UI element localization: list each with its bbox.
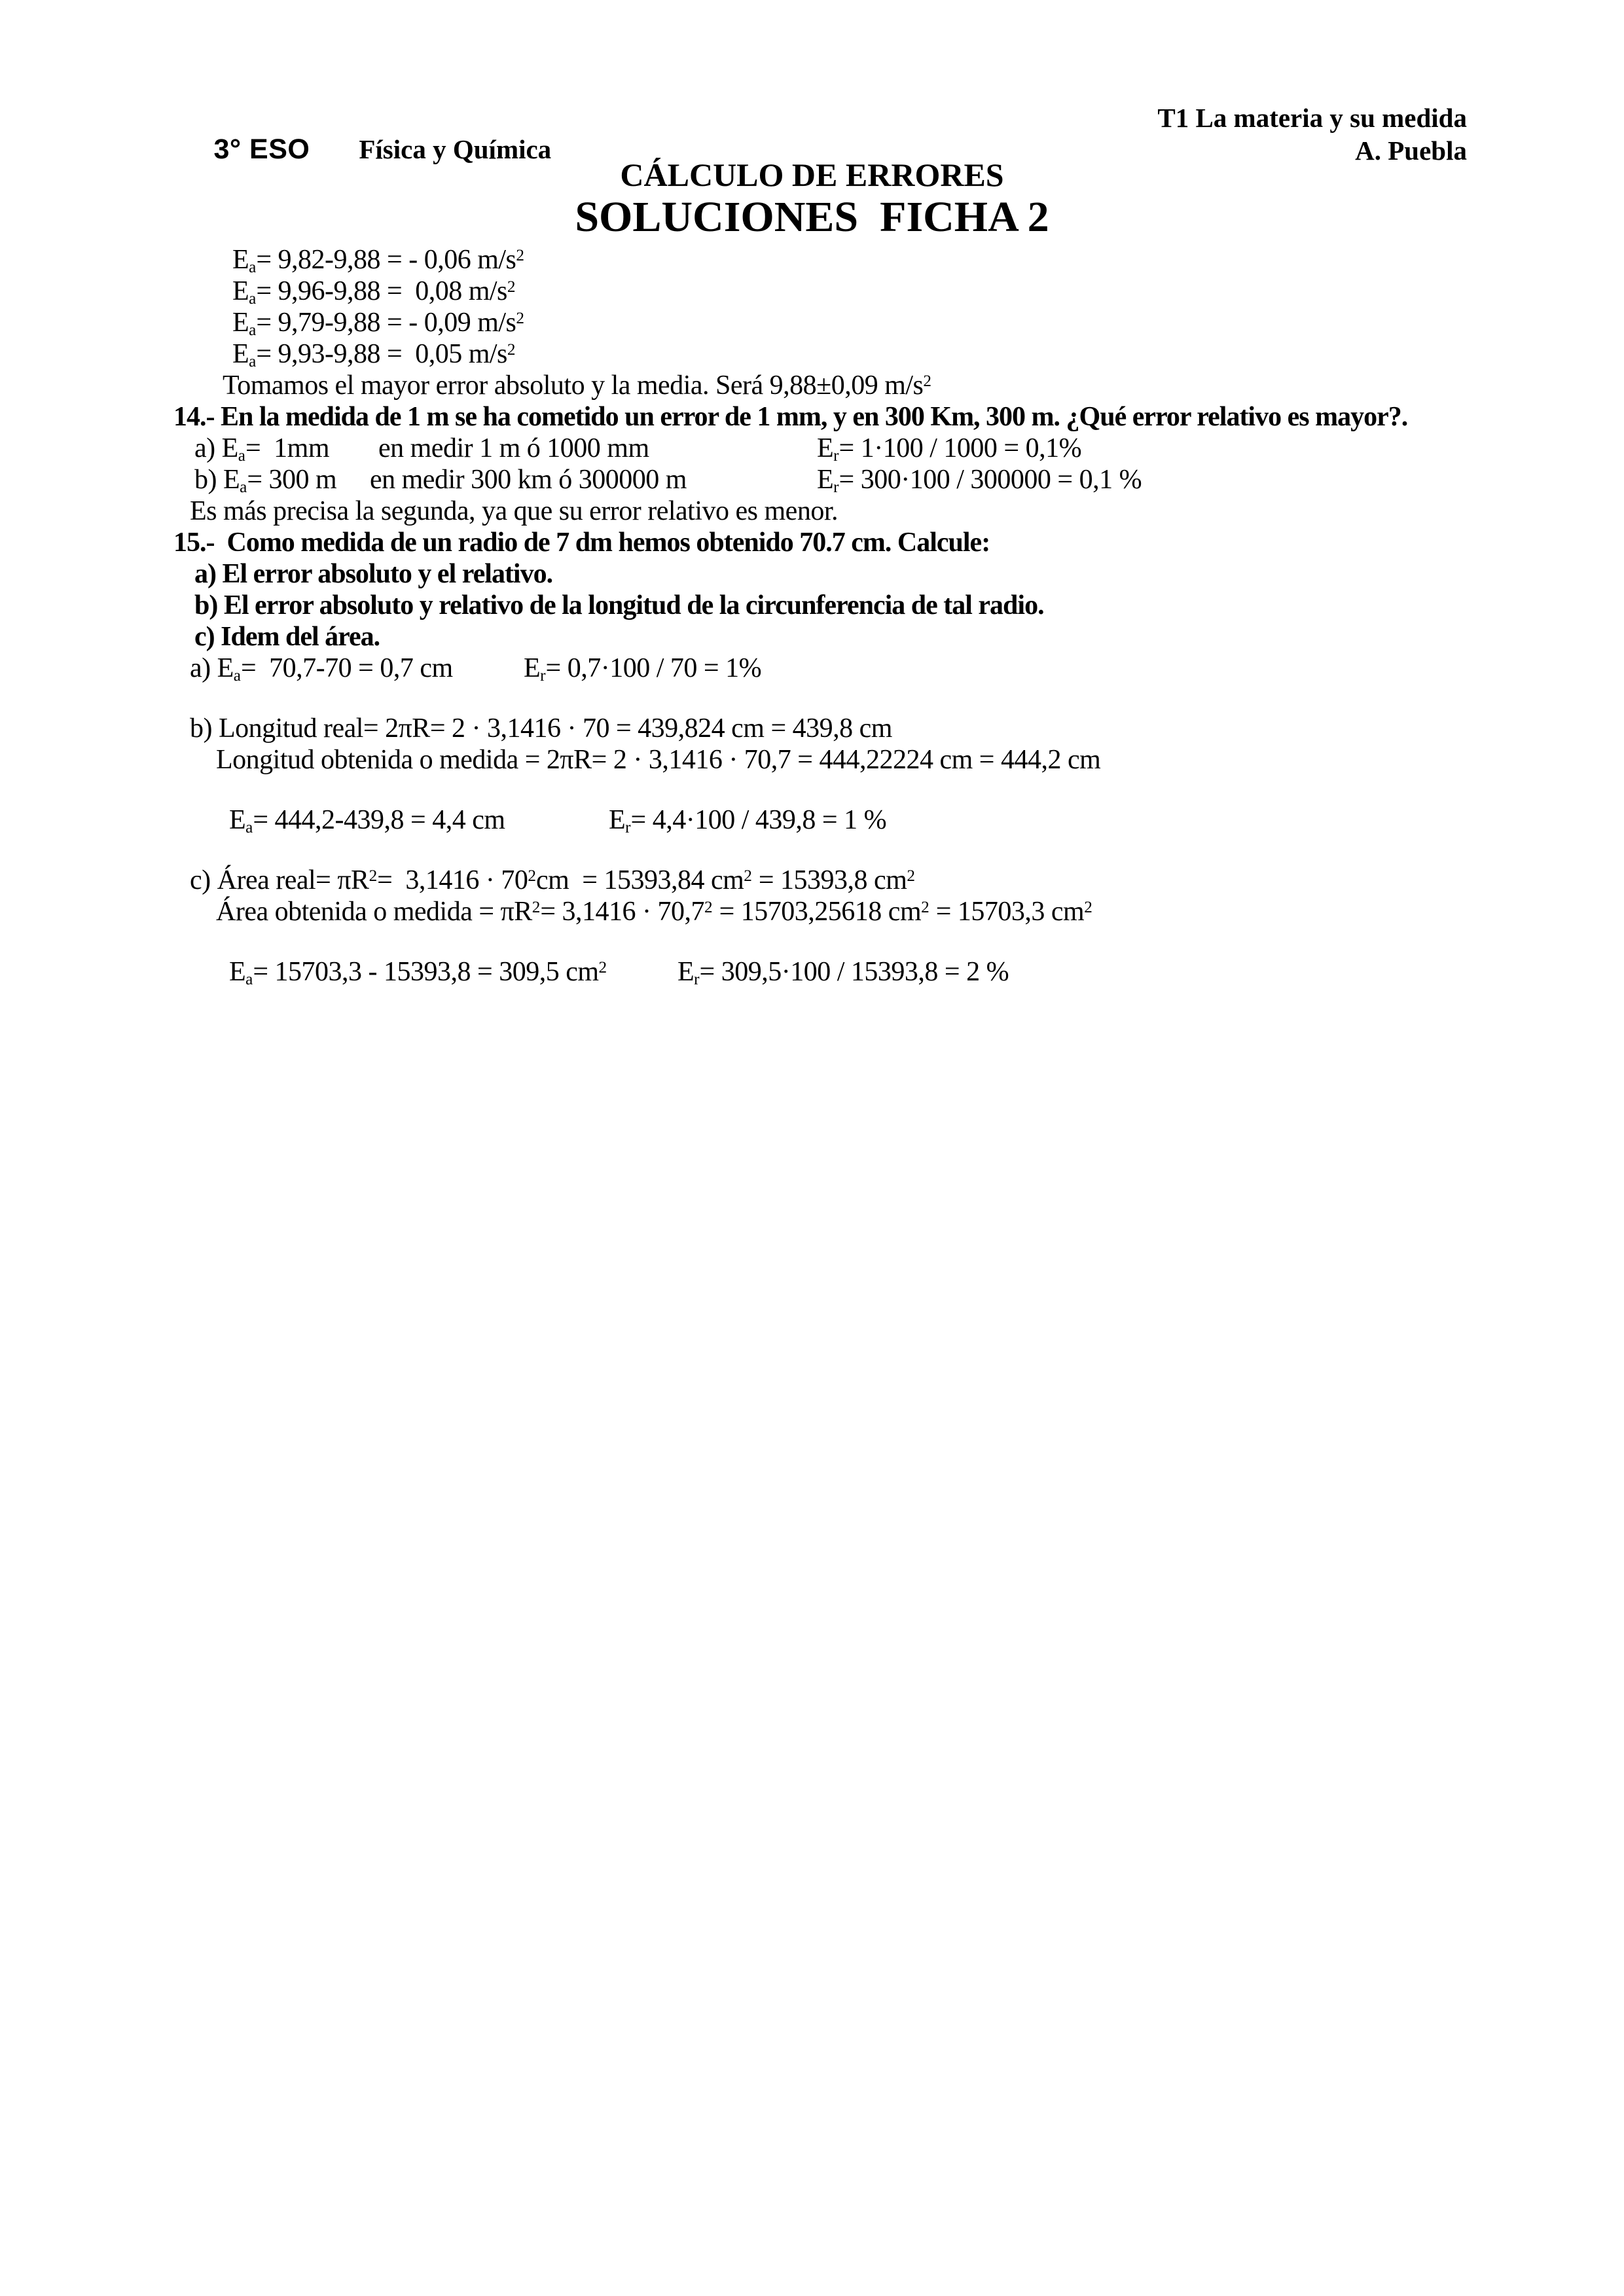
- exponent: 2: [528, 867, 536, 885]
- ea-expression: = 9,93-9,88 = 0,05 m/s: [256, 339, 507, 369]
- spacer: [0, 684, 1624, 713]
- er-subscript: r: [833, 446, 839, 465]
- formula-text: = 3,1416 · 70,7: [540, 897, 705, 927]
- topic-label: T1 La materia y su medida: [1157, 103, 1467, 133]
- er-subscript: r: [540, 666, 546, 685]
- ex15-b-length-real: b) Longitud real= 2πR= 2 · 3,1416 · 70 = 439,824 cm = 439,8 cm: [190, 713, 892, 744]
- ea-subscript: a: [245, 970, 253, 988]
- ex14-b-ea: [194, 464, 336, 495]
- document-content: [0, 244, 1624, 988]
- ex15-b-er: [609, 804, 886, 836]
- ea-symbol: E: [232, 308, 249, 338]
- unit-exponent: 2: [516, 246, 524, 264]
- ea-symbol: E: [232, 245, 249, 275]
- ex14-a-ea: [194, 433, 329, 464]
- subject-label: Física y Química: [359, 134, 552, 164]
- ex15-statement: 15.- Como medida de un radio de 7 dm hemos obtenido 70.7 cm. Calcule:: [173, 528, 990, 558]
- ea-symbol: E: [232, 339, 249, 369]
- ex14-a-detail: en medir 1 m ó 1000 mm: [378, 433, 649, 463]
- er-symbol: E: [524, 653, 541, 683]
- ea-symbol: a) E: [190, 653, 234, 683]
- ea-expression: = 9,79-9,88 = - 0,09 m/s: [256, 308, 516, 338]
- er-subscript: r: [694, 970, 700, 988]
- ex15-c-ea: [229, 956, 607, 988]
- ea-value: = 444,2-439,8 = 4,4 cm: [253, 805, 505, 835]
- ex15-item-b: b) El error absoluto y relativo de la longitud de la circunferencia de tal radio.: [194, 590, 1044, 620]
- exponent: 2: [744, 867, 752, 885]
- exponent: 2: [921, 898, 929, 916]
- ea-symbol: a) E: [194, 433, 238, 463]
- unit-exponent: 2: [507, 340, 516, 359]
- ea-subscript: a: [249, 289, 257, 308]
- er-symbol: E: [817, 433, 834, 463]
- ea-subscript: a: [245, 818, 253, 836]
- ea-value: = 300 m: [247, 465, 337, 495]
- exponent: 2: [1084, 898, 1092, 916]
- ea-symbol: E: [229, 957, 246, 987]
- er-subscript: r: [625, 818, 631, 836]
- exponent: 2: [907, 867, 915, 885]
- abs-error-line-1: [0, 244, 1624, 276]
- abs-error-line-3: [0, 307, 1624, 338]
- spacer: [0, 927, 1624, 956]
- formula-text: = 15703,3 cm: [929, 897, 1085, 927]
- formula-text: = 3,1416 · 70: [377, 865, 528, 895]
- ex14-solution-b-line: [0, 464, 1624, 495]
- abs-error-line-2: [0, 276, 1624, 307]
- ex15-c-area-real: [0, 865, 1624, 896]
- ex15-item-c: c) Idem del área.: [194, 622, 380, 652]
- exponent: 2: [369, 867, 378, 885]
- er-symbol: E: [609, 805, 626, 835]
- doc-subtitle: SOLUCIONES FICHA 2: [575, 193, 1049, 241]
- unit-exponent: 2: [516, 309, 524, 327]
- er-symbol: E: [817, 465, 834, 495]
- exponent: 2: [704, 898, 713, 916]
- unit-exponent: 2: [923, 372, 931, 390]
- conclusion-text: Tomamos el mayor error absoluto y la media. Será 9,88±0,09 m/s: [223, 370, 924, 401]
- er-subscript: r: [833, 478, 839, 496]
- abs-error-line-4: [0, 338, 1624, 370]
- spacer: [0, 776, 1624, 804]
- course-label: 3° ESO: [213, 134, 310, 165]
- formula-text: = 15703,25618 cm: [712, 897, 922, 927]
- ex14-a-er: [817, 433, 1081, 464]
- ex15-b-ea: [229, 804, 505, 836]
- author-label: A. Puebla: [1355, 135, 1467, 166]
- ex15-c-er: [677, 956, 1009, 988]
- prev-conclusion-line: [0, 370, 1624, 401]
- formula-text: = 15393,8 cm: [751, 865, 907, 895]
- ea-symbol: E: [229, 805, 246, 835]
- ex15-a-ea: [190, 653, 453, 684]
- ex14-solution-a-line: [0, 433, 1624, 464]
- ex15-b-length-measured: Longitud obtenida o medida = 2πR= 2 · 3,1416 · 70,7 = 444,22224 cm = 444,2 cm: [216, 745, 1101, 775]
- ea-subscript: a: [249, 258, 257, 276]
- ex15-a-er: [524, 653, 761, 684]
- unit-exponent: 2: [507, 278, 516, 296]
- ea-subscript: a: [249, 352, 257, 370]
- exponent: 2: [532, 898, 541, 916]
- formula-text: cm = 15393,84 cm: [535, 865, 744, 895]
- ex15-item-a: a) El error absoluto y el relativo.: [194, 559, 553, 589]
- ea-subscript: a: [233, 666, 241, 685]
- ea-symbol: b) E: [194, 465, 240, 495]
- er-value: = 300·100 / 300000 = 0,1 %: [839, 465, 1142, 495]
- er-symbol: E: [677, 957, 695, 987]
- ex14-b-er: [817, 464, 1142, 495]
- ex14-statement: 14.- En la medida de 1 m se ha cometido un error de 1 mm, y en 300 Km, 300 m. ¿Qué error relativo es mayor?.: [173, 402, 1408, 432]
- ea-value: = 1mm: [245, 433, 330, 463]
- ex15-c-area-measured: [0, 896, 1624, 927]
- ex15-solution-c-errors-line: [0, 956, 1624, 988]
- ea-symbol: E: [232, 276, 249, 306]
- ex15-solution-b-errors-line: [0, 804, 1624, 836]
- ea-subscript: a: [240, 478, 247, 496]
- exponent: 2: [598, 958, 607, 977]
- er-value: = 4,4·100 / 439,8 = 1 %: [630, 805, 887, 835]
- ea-subscript: a: [249, 321, 257, 339]
- formula-text: Área obtenida o medida = πR: [216, 897, 532, 927]
- ex14-b-detail: en medir 300 km ó 300000 m: [370, 465, 687, 495]
- ex14-conclusion: Es más precisa la segunda, ya que su error relativo es menor.: [190, 496, 838, 526]
- ea-expression: = 9,96-9,88 = 0,08 m/s: [256, 276, 507, 306]
- er-value: = 1·100 / 1000 = 0,1%: [839, 433, 1082, 463]
- formula-text: c) Área real= πR: [190, 865, 369, 895]
- ea-value: = 15703,3 - 15393,8 = 309,5 cm: [253, 957, 599, 987]
- ea-subscript: a: [238, 446, 245, 465]
- doc-title: CÁLCULO DE ERRORES: [620, 156, 1004, 193]
- ex15-solution-a-line: [0, 653, 1624, 684]
- ea-expression: = 9,82-9,88 = - 0,06 m/s: [256, 245, 516, 275]
- er-value: = 0,7·100 / 70 = 1%: [545, 653, 762, 683]
- ea-value: = 70,7-70 = 0,7 cm: [240, 653, 453, 683]
- spacer: [0, 836, 1624, 865]
- er-value: = 309,5·100 / 15393,8 = 2 %: [699, 957, 1009, 987]
